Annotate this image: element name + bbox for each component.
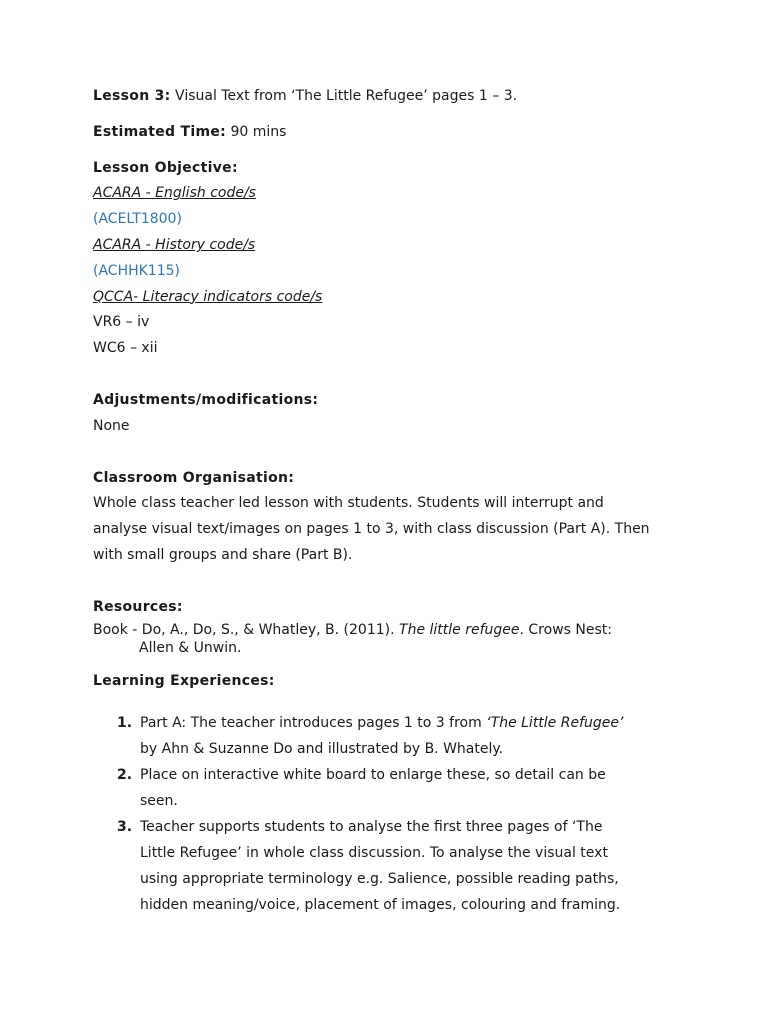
list-item-text-continued: by Ahn & Suzanne Do and illustrated by B. Whately. <box>140 741 504 758</box>
qcca-code-vr6: VR6 – iv <box>93 314 150 331</box>
list-item <box>93 762 633 814</box>
list-item-book-title: ‘The Little Refugee’ <box>486 715 624 732</box>
estimated-time-line <box>93 120 693 146</box>
lesson-value: Visual Text from ‘The Little Refugee’ pages 1 – 3. <box>170 88 518 104</box>
resources-reference <box>93 621 693 657</box>
list-item <box>93 814 633 918</box>
estimated-time-value: 90 mins <box>226 123 287 140</box>
list-item-text: Place on interactive white board to enlarge these, so detail can be seen. <box>140 767 606 810</box>
lesson-objective-heading: Lesson Objective: <box>93 159 238 176</box>
learning-experiences-list <box>93 710 633 918</box>
qcca-code-wc6: WC6 – xii <box>93 340 158 357</box>
reference-publisher-place: . Crows Nest: <box>519 621 612 638</box>
acara-english-heading: ACARA - English code/s <box>93 185 256 202</box>
estimated-time-label: Estimated Time: <box>93 123 227 140</box>
resources-heading: Resources: <box>93 598 183 615</box>
reference-publisher: Allen & Unwin. <box>139 639 242 656</box>
reference-author: Book - Do, A., Do, S., & Whatley, B. (2011). <box>93 621 400 638</box>
qcca-heading: QCCA- Literacy indicators code/s <box>93 288 323 305</box>
list-item-text: Teacher supports students to analyse the first three pages of ‘The Little Refugee’ in whole class discussion. To analyse the visual text using appropriate terminology e.g. Salience, possible reading paths, hidden meaning/voice, placement of images, colouring and framing. <box>140 819 621 914</box>
list-item-number: 2. <box>117 767 133 784</box>
learning-experiences-heading: Learning Experiences: <box>93 672 275 689</box>
acara-history-heading: ACARA - History code/s <box>93 236 256 253</box>
list-item <box>93 710 633 762</box>
classroom-organisation-text: Whole class teacher led lesson with students. Students will interrupt and analyse visual text/images on pages 1 to 3, with class discussion (Part A). Then with small groups and share (Part B). <box>93 495 650 563</box>
list-item-number: 3. <box>117 819 133 836</box>
reference-title: The little refugee <box>399 621 520 638</box>
list-item-number: 1. <box>117 715 133 732</box>
lesson-title-line <box>93 84 693 110</box>
lesson-label: Lesson 3: <box>93 88 171 104</box>
adjustments-value: None <box>93 417 130 434</box>
adjustments-heading: Adjustments/modifications: <box>93 391 319 408</box>
classroom-organisation-heading: Classroom Organisation: <box>93 469 295 486</box>
acara-history-code-link[interactable]: (ACHHK115) <box>93 262 180 279</box>
list-item-text: Part A: The teacher introduces pages 1 to 3 from <box>140 715 487 732</box>
acara-english-code-link[interactable]: (ACELT1800) <box>93 211 182 228</box>
lesson-plan-document <box>93 84 693 918</box>
